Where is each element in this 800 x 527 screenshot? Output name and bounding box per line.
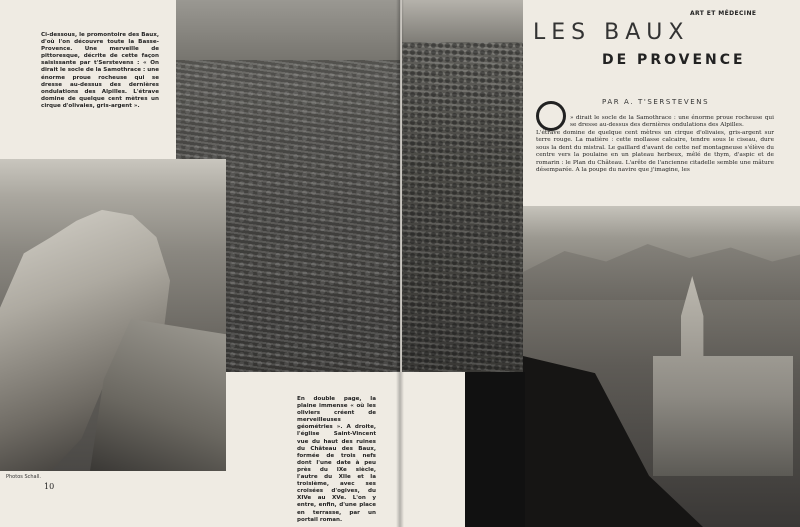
drop-cap-o (536, 101, 566, 131)
article-body: L'étrave domine de quelque cent mètres un cirque d'olivaies, gris-argent sur terre rouge. La matière : cette mollasse calcaire, tendre sous le ciseau, dure sous la dent du mistral. Le gaillard d'avant de cette nef montagneuse s'élève du centre vers la poulaine en un plateau herbeux, mêlé de thym, d'aspic et de romarin : le Plan du Château. L'arête de l'ancienne citadelle semble une mâture désemparée. A la poupe du navire que j'imagine, les (536, 130, 774, 174)
church-saint-vincent (653, 276, 793, 476)
article-title-line2: DE PROVENCE (602, 52, 746, 68)
byline: PAR A. T'SERSTEVENS (602, 98, 710, 106)
dark-photo-band (465, 372, 525, 527)
article-title-line1: LES BAUX (533, 20, 690, 45)
promontory-photo (0, 159, 226, 471)
article-body-first-line: » dirait le socle de la Samothrace : une énorme proue rocheuse qui se dresse au-dessus des dernières ondulations des Alpilles. (570, 115, 774, 129)
church-village-photo (523, 206, 800, 527)
page-gutter (396, 0, 404, 527)
hill-ridge (523, 230, 800, 300)
section-label: ART ET MÉDECINE (690, 10, 757, 17)
page-number: 10 (44, 482, 55, 491)
photo-credit: Photos Schall. (6, 474, 41, 480)
olive-plain-photo-right (402, 0, 523, 372)
caption-bottom: En double page, la plaine immense « où les oliviers créent de merveilleuses géométries ». A droite, l'église Saint-Vincent vue du haut des ruines du Château des Baux, formée de trois nefs dont l'une date à peu près du IXe siècle, l'autre du XIIe et la troisième, avec ses croisées d'ogives, du XIVe au XVe. L'on y entre, enfin, d'une place en terrasse, par un portail roman. (297, 396, 376, 523)
caption-top: Ci-dessous, le promontoire des Baux, d'où l'on découvre toute la Basse-Provence. Une merveille de pittoresque, décrite de cette façon saisissante par t'Serstevens : « On dirait le socle de la Samothrace : une énorme proue rocheuse qui se dresse au-dessus des dernières ondulations des Alpilles. L'étrave domine de quelque cent mètres un cirque d'olivaies, gris-argent ». (41, 32, 159, 109)
